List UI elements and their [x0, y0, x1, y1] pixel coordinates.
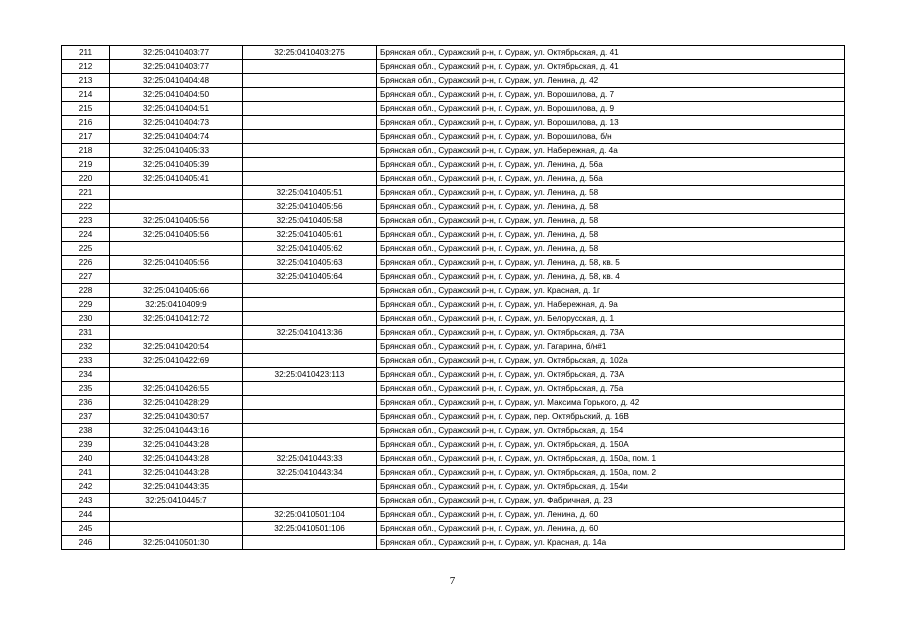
cadastral-number-cell: 32:25:0410405:39: [110, 158, 243, 172]
table-row: [62, 326, 845, 340]
cadastral-number-cell: 32:25:0410428:29: [110, 396, 243, 410]
cadastral-number-sub-cell: 32:25:0410405:62: [243, 242, 377, 256]
table-row: [62, 508, 845, 522]
cadastral-number-cell: 32:25:0410405:56: [110, 256, 243, 270]
cadastral-number-sub-cell: 32:25:0410405:64: [243, 270, 377, 284]
address-cell: Брянская обл., Суражский р-н, г. Сураж, ул. Белорусская, д. 1: [377, 312, 845, 326]
table-row: [62, 242, 845, 256]
cadastral-number-sub-cell: [243, 158, 377, 172]
cadastral-number-sub-cell: 32:25:0410443:33: [243, 452, 377, 466]
cadastral-number-sub-cell: 32:25:0410443:34: [243, 466, 377, 480]
cadastral-number-cell: 32:25:0410426:55: [110, 382, 243, 396]
cadastral-number-sub-cell: [243, 396, 377, 410]
address-cell: Брянская обл., Суражский р-н, г. Сураж, ул. Набережная, д. 9а: [377, 298, 845, 312]
table-row: [62, 256, 845, 270]
row-number-cell: 241: [62, 466, 110, 480]
address-cell: Брянская обл., Суражский р-н, г. Сураж, ул. Максима Горького, д. 42: [377, 396, 845, 410]
row-number-cell: 214: [62, 88, 110, 102]
cadastral-number-cell: 32:25:0410443:16: [110, 424, 243, 438]
cadastral-number-cell: 32:25:0410404:74: [110, 130, 243, 144]
address-cell: Брянская обл., Суражский р-н, г. Сураж, ул. Ленина, д. 58, кв. 4: [377, 270, 845, 284]
address-cell: Брянская обл., Суражский р-н, г. Сураж, ул. Ленина, д. 42: [377, 74, 845, 88]
address-cell: Брянская обл., Суражский р-н, г. Сураж, ул. Ленина, д. 58: [377, 228, 845, 242]
cadastral-number-sub-cell: [243, 102, 377, 116]
address-cell: Брянская обл., Суражский р-н, г. Сураж, пер. Октябрьский, д. 16В: [377, 410, 845, 424]
cadastral-number-sub-cell: [243, 144, 377, 158]
cadastral-number-cell: [110, 326, 243, 340]
cadastral-number-cell: 32:25:0410443:28: [110, 452, 243, 466]
cadastral-number-sub-cell: 32:25:0410501:106: [243, 522, 377, 536]
cadastral-number-sub-cell: [243, 536, 377, 550]
address-cell: Брянская обл., Суражский р-н, г. Сураж, ул. Ленина, д. 60: [377, 508, 845, 522]
row-number-cell: 220: [62, 172, 110, 186]
row-number-cell: 236: [62, 396, 110, 410]
cadastral-number-sub-cell: [243, 172, 377, 186]
table-row: [62, 88, 845, 102]
row-number-cell: 233: [62, 354, 110, 368]
table-row: [62, 452, 845, 466]
row-number-cell: 211: [62, 46, 110, 60]
row-number-cell: 231: [62, 326, 110, 340]
table-row: [62, 410, 845, 424]
cadastral-number-sub-cell: [243, 438, 377, 452]
cadastral-number-cell: 32:25:0410445:7: [110, 494, 243, 508]
cadastral-number-sub-cell: [243, 284, 377, 298]
address-cell: Брянская обл., Суражский р-н, г. Сураж, ул. Ворошилова, д. 7: [377, 88, 845, 102]
table-row: [62, 144, 845, 158]
cadastral-number-sub-cell: 32:25:0410405:56: [243, 200, 377, 214]
cadastral-number-cell: 32:25:0410404:51: [110, 102, 243, 116]
table-row: [62, 466, 845, 480]
row-number-cell: 230: [62, 312, 110, 326]
table-row: [62, 298, 845, 312]
table-row: [62, 480, 845, 494]
row-number-cell: 222: [62, 200, 110, 214]
cadastral-number-sub-cell: [243, 494, 377, 508]
table-row: [62, 214, 845, 228]
table-row: [62, 172, 845, 186]
cadastral-number-sub-cell: [243, 88, 377, 102]
address-cell: Брянская обл., Суражский р-н, г. Сураж, ул. Октябрьская, д. 75а: [377, 382, 845, 396]
row-number-cell: 228: [62, 284, 110, 298]
table-row: [62, 382, 845, 396]
table-row: [62, 438, 845, 452]
table-row: [62, 74, 845, 88]
cadastral-number-cell: [110, 522, 243, 536]
row-number-cell: 240: [62, 452, 110, 466]
address-cell: Брянская обл., Суражский р-н, г. Сураж, ул. Октябрьская, д. 154и: [377, 480, 845, 494]
cadastral-number-cell: 32:25:0410443:28: [110, 438, 243, 452]
cadastral-number-cell: 32:25:0410501:30: [110, 536, 243, 550]
row-number-cell: 242: [62, 480, 110, 494]
table-row: [62, 354, 845, 368]
address-cell: Брянская обл., Суражский р-н, г. Сураж, ул. Гагарина, б/н#1: [377, 340, 845, 354]
address-cell: Брянская обл., Суражский р-н, г. Сураж, ул. Ленина, д. 58: [377, 186, 845, 200]
row-number-cell: 229: [62, 298, 110, 312]
table-row: [62, 46, 845, 60]
cadastral-number-cell: 32:25:0410403:77: [110, 60, 243, 74]
row-number-cell: 226: [62, 256, 110, 270]
table-row: [62, 60, 845, 74]
address-cell: Брянская обл., Суражский р-н, г. Сураж, ул. Ленина, д. 60: [377, 522, 845, 536]
address-cell: Брянская обл., Суражский р-н, г. Сураж, ул. Набережная, д. 4а: [377, 144, 845, 158]
cadastral-number-sub-cell: 32:25:0410403:275: [243, 46, 377, 60]
row-number-cell: 245: [62, 522, 110, 536]
row-number-cell: 218: [62, 144, 110, 158]
cadastral-number-cell: 32:25:0410443:35: [110, 480, 243, 494]
address-cell: Брянская обл., Суражский р-н, г. Сураж, ул. Октябрьская, д. 73А: [377, 368, 845, 382]
cadastral-number-cell: 32:25:0410430:57: [110, 410, 243, 424]
table-row: [62, 494, 845, 508]
cadastral-number-cell: 32:25:0410412:72: [110, 312, 243, 326]
row-number-cell: 238: [62, 424, 110, 438]
address-cell: Брянская обл., Суражский р-н, г. Сураж, ул. Октябрьская, д. 102а: [377, 354, 845, 368]
cadastral-number-sub-cell: [243, 340, 377, 354]
address-cell: Брянская обл., Суражский р-н, г. Сураж, ул. Ленина, д. 58: [377, 214, 845, 228]
cadastral-number-cell: 32:25:0410403:77: [110, 46, 243, 60]
address-cell: Брянская обл., Суражский р-н, г. Сураж, ул. Ворошилова, д. 9: [377, 102, 845, 116]
cadastral-number-sub-cell: [243, 312, 377, 326]
cadastral-number-cell: 32:25:0410405:66: [110, 284, 243, 298]
cadastral-number-cell: 32:25:0410422:69: [110, 354, 243, 368]
row-number-cell: 243: [62, 494, 110, 508]
cadastral-number-cell: 32:25:0410405:56: [110, 228, 243, 242]
cadastral-number-cell: 32:25:0410405:56: [110, 214, 243, 228]
property-table: [61, 45, 845, 550]
cadastral-number-sub-cell: 32:25:0410405:61: [243, 228, 377, 242]
cadastral-number-sub-cell: 32:25:0410405:51: [243, 186, 377, 200]
cadastral-number-sub-cell: [243, 424, 377, 438]
row-number-cell: 234: [62, 368, 110, 382]
address-cell: Брянская обл., Суражский р-н, г. Сураж, ул. Ворошилова, д. 13: [377, 116, 845, 130]
cadastral-number-sub-cell: [243, 130, 377, 144]
table-body: [62, 46, 845, 550]
cadastral-number-cell: 32:25:0410405:41: [110, 172, 243, 186]
cadastral-number-sub-cell: [243, 74, 377, 88]
cadastral-number-cell: [110, 508, 243, 522]
cadastral-number-cell: 32:25:0410404:73: [110, 116, 243, 130]
table-row: [62, 340, 845, 354]
table-row: [62, 284, 845, 298]
row-number-cell: 223: [62, 214, 110, 228]
cadastral-number-sub-cell: 32:25:0410423:113: [243, 368, 377, 382]
address-cell: Брянская обл., Суражский р-н, г. Сураж, ул. Октябрьская, д. 150а, пом. 1: [377, 452, 845, 466]
row-number-cell: 239: [62, 438, 110, 452]
cadastral-number-cell: [110, 242, 243, 256]
cadastral-number-sub-cell: 32:25:0410405:63: [243, 256, 377, 270]
cadastral-number-sub-cell: 32:25:0410501:104: [243, 508, 377, 522]
address-cell: Брянская обл., Суражский р-н, г. Сураж, ул. Октябрьская, д. 41: [377, 46, 845, 60]
row-number-cell: 237: [62, 410, 110, 424]
address-cell: Брянская обл., Суражский р-н, г. Сураж, ул. Ленина, д. 56а: [377, 158, 845, 172]
row-number-cell: 221: [62, 186, 110, 200]
row-number-cell: 225: [62, 242, 110, 256]
row-number-cell: 235: [62, 382, 110, 396]
cadastral-number-sub-cell: 32:25:0410405:58: [243, 214, 377, 228]
row-number-cell: 244: [62, 508, 110, 522]
page-number: 7: [449, 575, 456, 587]
cadastral-number-sub-cell: [243, 298, 377, 312]
cadastral-number-cell: 32:25:0410409:9: [110, 298, 243, 312]
table-row: [62, 130, 845, 144]
cadastral-number-sub-cell: [243, 354, 377, 368]
cadastral-number-cell: [110, 270, 243, 284]
table-row: [62, 424, 845, 438]
row-number-cell: 232: [62, 340, 110, 354]
row-number-cell: 212: [62, 60, 110, 74]
row-number-cell: 227: [62, 270, 110, 284]
table-row: [62, 396, 845, 410]
address-cell: Брянская обл., Суражский р-н, г. Сураж, ул. Ленина, д. 58, кв. 5: [377, 256, 845, 270]
table-row: [62, 228, 845, 242]
address-cell: Брянская обл., Суражский р-н, г. Сураж, ул. Октябрьская, д. 73А: [377, 326, 845, 340]
table-row: [62, 186, 845, 200]
cadastral-number-sub-cell: [243, 480, 377, 494]
row-number-cell: 213: [62, 74, 110, 88]
address-cell: Брянская обл., Суражский р-н, г. Сураж, ул. Октябрьская, д. 154: [377, 424, 845, 438]
cadastral-number-cell: 32:25:0410404:50: [110, 88, 243, 102]
cadastral-number-sub-cell: [243, 410, 377, 424]
cadastral-number-cell: 32:25:0410404:48: [110, 74, 243, 88]
row-number-cell: 215: [62, 102, 110, 116]
cadastral-number-cell: [110, 368, 243, 382]
cadastral-number-cell: [110, 200, 243, 214]
row-number-cell: 219: [62, 158, 110, 172]
table-row: [62, 270, 845, 284]
address-cell: Брянская обл., Суражский р-н, г. Сураж, ул. Красная, д. 1г: [377, 284, 845, 298]
table-row: [62, 158, 845, 172]
cadastral-number-sub-cell: [243, 116, 377, 130]
address-cell: Брянская обл., Суражский р-н, г. Сураж, ул. Ленина, д. 58: [377, 242, 845, 256]
address-cell: Брянская обл., Суражский р-н, г. Сураж, ул. Октябрьская, д. 41: [377, 60, 845, 74]
table-row: [62, 522, 845, 536]
table-row: [62, 368, 845, 382]
address-cell: Брянская обл., Суражский р-н, г. Сураж, ул. Октябрьская, д. 150а, пом. 2: [377, 466, 845, 480]
table-row: [62, 200, 845, 214]
table-row: [62, 536, 845, 550]
row-number-cell: 224: [62, 228, 110, 242]
cadastral-number-cell: 32:25:0410443:28: [110, 466, 243, 480]
table-row: [62, 102, 845, 116]
table-row: [62, 312, 845, 326]
cadastral-number-sub-cell: 32:25:0410413:36: [243, 326, 377, 340]
cadastral-number-cell: [110, 186, 243, 200]
cadastral-number-cell: 32:25:0410420:54: [110, 340, 243, 354]
cadastral-number-sub-cell: [243, 60, 377, 74]
address-cell: Брянская обл., Суражский р-н, г. Сураж, ул. Ленина, д. 58: [377, 200, 845, 214]
table-row: [62, 116, 845, 130]
cadastral-number-sub-cell: [243, 382, 377, 396]
cadastral-number-cell: 32:25:0410405:33: [110, 144, 243, 158]
address-cell: Брянская обл., Суражский р-н, г. Сураж, ул. Ворошилова, б/н: [377, 130, 845, 144]
row-number-cell: 246: [62, 536, 110, 550]
row-number-cell: 216: [62, 116, 110, 130]
address-cell: Брянская обл., Суражский р-н, г. Сураж, ул. Октябрьская, д. 150А: [377, 438, 845, 452]
row-number-cell: 217: [62, 130, 110, 144]
address-cell: Брянская обл., Суражский р-н, г. Сураж, ул. Красная, д. 14а: [377, 536, 845, 550]
address-cell: Брянская обл., Суражский р-н, г. Сураж, ул. Фабричная, д. 23: [377, 494, 845, 508]
address-cell: Брянская обл., Суражский р-н, г. Сураж, ул. Ленина, д. 56а: [377, 172, 845, 186]
